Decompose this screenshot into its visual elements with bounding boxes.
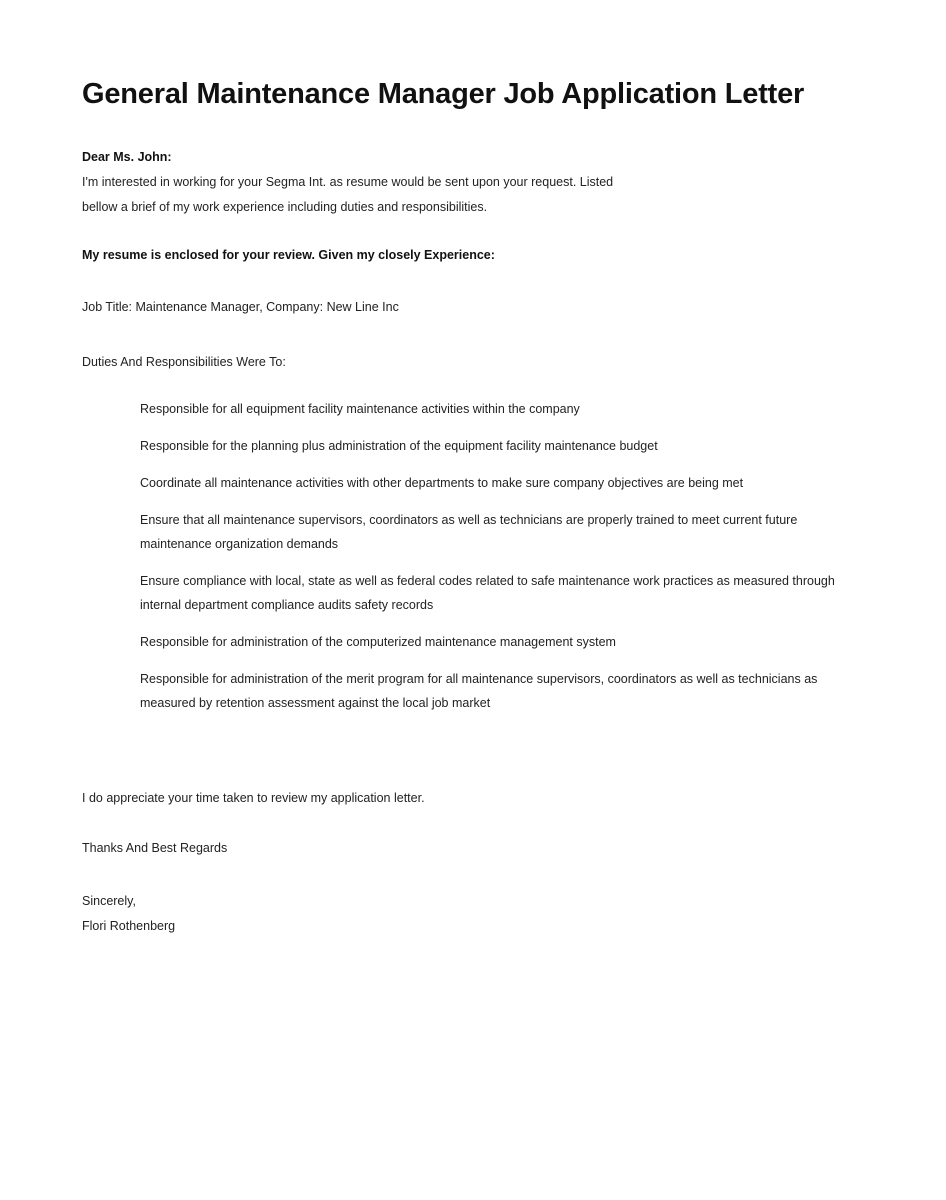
duties-heading: Duties And Responsibilities Were To: [82,355,286,369]
duty-item: Responsible for administration of the computerized maintenance management system [140,635,616,649]
duty-item: Responsible for administration of the merit program for all maintenance supervisors, coordinators as well as technicians as measured by retention assessment against the local job market [140,672,818,710]
resume-statement: My resume is enclosed for your review. Given my closely Experience: [82,248,495,262]
job-title-line: Job Title: Maintenance Manager, Company: New Line Inc [82,300,399,314]
regards-line: Thanks And Best Regards [82,841,228,855]
duty-item: Ensure that all maintenance supervisors, coordinators as well as technicians are properly trained to meet current future maintenance organization demands [140,513,798,551]
signature-name: Flori Rothenberg [82,919,176,933]
duty-item: Responsible for all equipment facility maintenance activities within the company [140,402,580,416]
duties-list [140,397,880,728]
appreciation-line: I do appreciate your time taken to review my application letter. [82,791,425,805]
duty-item: Responsible for the planning plus administration of the equipment facility maintenance budget [140,439,658,453]
closing-line: Sincerely, [82,894,136,908]
letter-title: General Maintenance Manager Job Application Letter [82,78,805,110]
duty-item: Ensure compliance with local, state as well as federal codes related to safe maintenance work practices as measured through internal department compliance audits safety records [140,574,835,612]
duty-item: Coordinate all maintenance activities with other departments to make sure company objectives are being met [140,476,744,490]
intro-line-2: bellow a brief of my work experience including duties and responsibilities. [82,200,488,214]
salutation: Dear Ms. John: [82,150,172,164]
intro-line-1: I'm interested in working for your Segma Int. as resume would be sent upon your request. Listed [82,175,614,189]
